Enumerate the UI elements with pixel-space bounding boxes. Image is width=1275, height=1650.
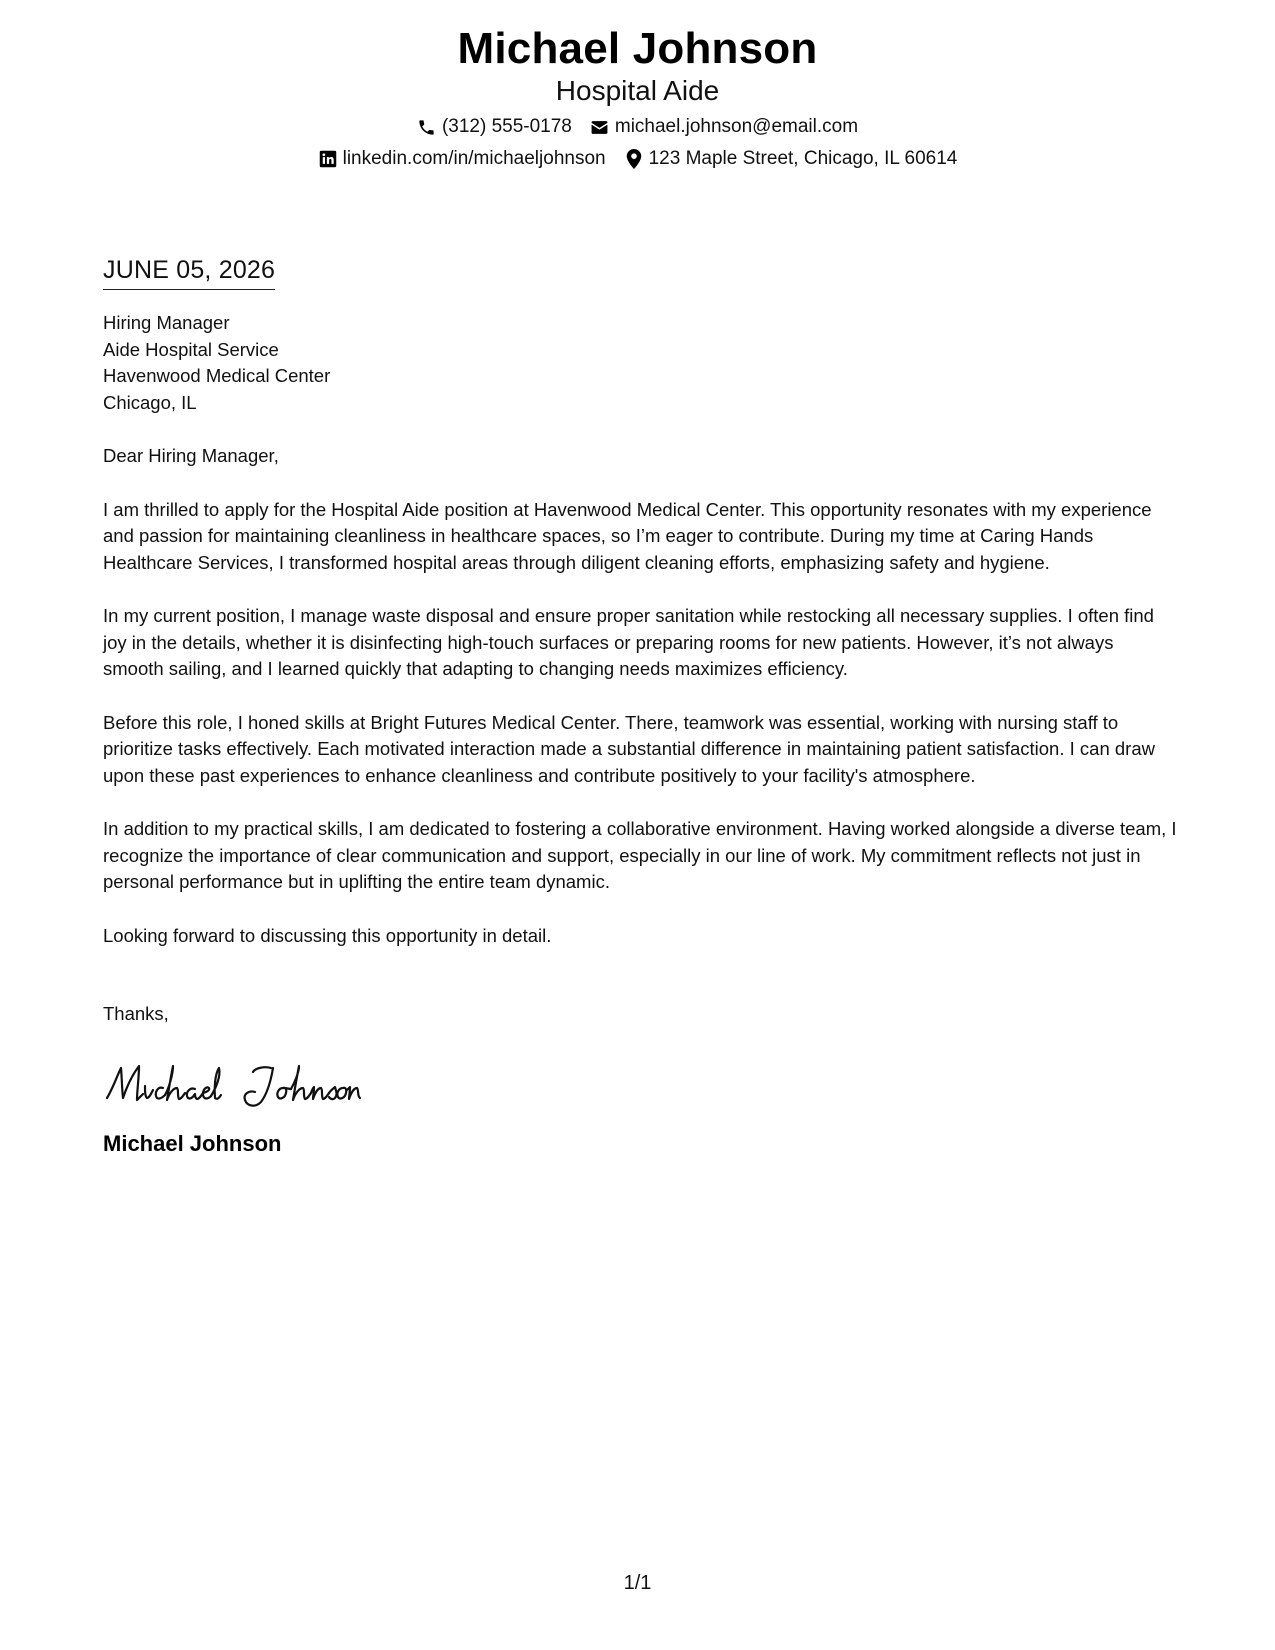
contact-email xyxy=(590,114,858,140)
recipient-block xyxy=(103,310,1178,416)
contact-row-secondary xyxy=(0,146,1275,172)
recipient-line: Aide Hospital Service xyxy=(103,338,279,360)
recipient-line: Havenwood Medical Center xyxy=(103,365,331,386)
signoff: Thanks, xyxy=(103,1003,169,1024)
handwritten-signature xyxy=(103,1058,1178,1114)
map-marker-icon xyxy=(624,149,644,169)
linkedin-icon xyxy=(318,149,338,169)
sender-title: Hospital Aide xyxy=(555,75,720,106)
letter-body xyxy=(103,254,1178,1158)
phone-text: (312) 555-0178 xyxy=(441,116,572,137)
sender-name: Michael Johnson xyxy=(457,24,818,73)
salutation: Dear Hiring Manager, xyxy=(103,445,279,466)
email-text: michael.johnson@email.com xyxy=(614,116,859,137)
phone-icon xyxy=(417,117,437,137)
contact-linkedin xyxy=(318,146,606,172)
body-paragraph: In addition to my practical skills, I am dedicated to fostering a collaborative environment. Having worked alongside a diverse team, I recognize the importance of clear communication and support, especially in our line of work. My commitment reflects not just in personal performance but in uplifting the entire team dynamic. xyxy=(103,818,1177,892)
page-number: 1/1 xyxy=(623,1572,652,1594)
closing-line: Looking forward to discussing this opportunity in detail. xyxy=(103,924,552,946)
letter-date: JUNE 05, 2026 xyxy=(103,254,275,290)
signed-name: Michael Johnson xyxy=(103,1130,282,1156)
letter-header xyxy=(0,22,1275,172)
linkedin-text: linkedin.com/in/michaeljohnson xyxy=(342,148,606,169)
envelope-icon xyxy=(590,117,610,137)
body-paragraph: In my current position, I manage waste disposal and ensure proper sanitation while restocking all necessary supplies. I often find joy in the details, whether it is disinfecting high-touch surfaces or preparing rooms for new patients. However, it’s not always smooth sailing, and I learned quickly that adapting to changing needs maximizes efficiency. xyxy=(103,605,1154,679)
contact-row-primary xyxy=(0,114,1275,140)
contact-phone xyxy=(417,114,572,140)
recipient-line: Hiring Manager xyxy=(103,312,230,333)
body-paragraph: I am thrilled to apply for the Hospital Aide position at Havenwood Medical Center. This opportunity resonates with my experience and passion for maintaining cleanliness in healthcare spaces, so I’m eager to contribute. During my time at Caring Hands Healthcare Services, I transformed hospital areas through diligent cleaning efforts, emphasizing safety and hygiene. xyxy=(103,498,1152,573)
body-paragraph: Before this role, I honed skills at Bright Futures Medical Center. There, teamwork was essential, working with nursing staff to prioritize tasks effectively. Each motivated interaction made a substantial difference in maintaining patient satisfaction. I can draw upon these past experiences to enhance cleanliness and contribute positively to your facility's atmosphere. xyxy=(103,711,1155,786)
contact-address xyxy=(624,146,958,172)
address-text: 123 Maple Street, Chicago, IL 60614 xyxy=(648,148,958,169)
recipient-line: Chicago, IL xyxy=(103,391,197,413)
